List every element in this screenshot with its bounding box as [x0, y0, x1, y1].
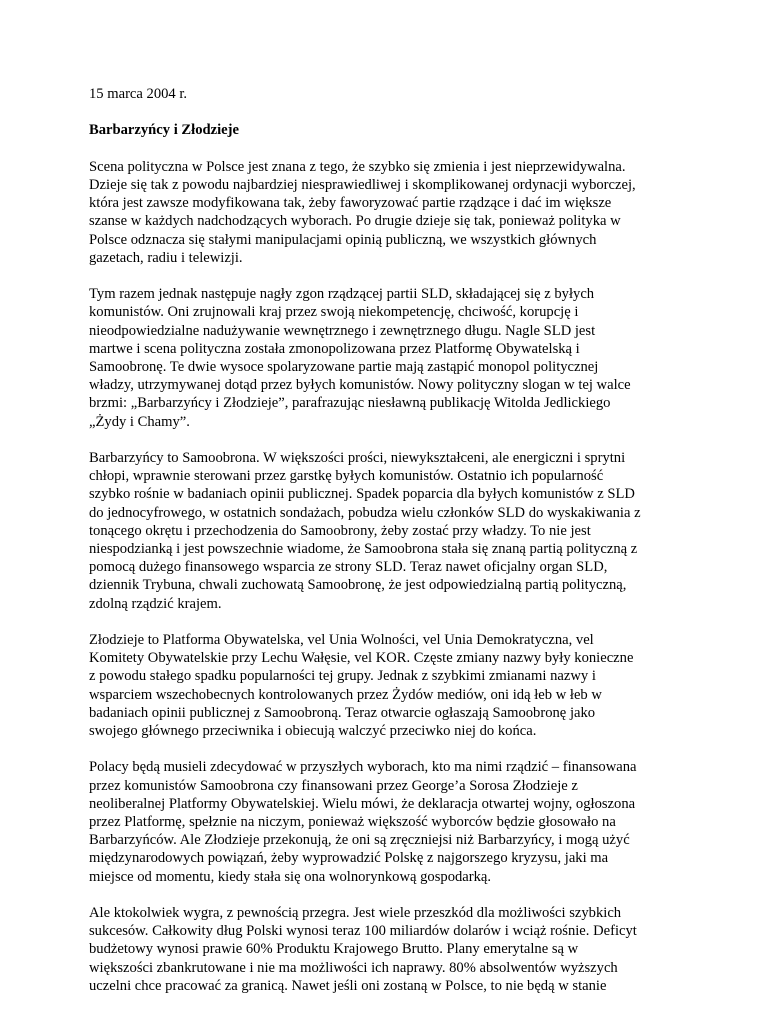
paragraph-6: Ale ktokolwiek wygra, z pewnością przegra. Jest wiele przeszkód dla możliwości szybkich sukcesów. Całkowity dług Polski wynosi teraz 100 miliardów dolarów i wciąż rośnie. Deficyt budżetowy wynosi prawie 60% Produktu Krajowego Brutto. Plany emerytalne są w większości zbankrutowane i nie ma możliwości ich naprawy. 80% absolwentów wyższych uczelni chce pracować za granicą. Nawet jeśli oni zostaną w Polsce, to nie będą w stanie [89, 905, 637, 994]
paragraph-4: Złodzieje to Platforma Obywatelska, vel Unia Wolności, vel Unia Demokratyczna, vel Komitety Obywatelskie przy Lechu Wałęsie, vel KOR. Częste zmiany nazwy były konieczne z powodu stałego spadku popularności tej grupy. Jednak z szybkimi zmianami nazwy i wsparciem wszechobecnych kontrolowanych przez Żydów mediów, oni idą łeb w łeb w badaniach opinii publicznej z Samoobroną. Teraz otwarcie ogłaszają Samoobronę jako swojego głównego przeciwnika i obiecują walczyć przeciwko niej do końca. [89, 632, 634, 740]
paragraph-2: Tym razem jednak następuje nagły zgon rządzącej partii SLD, składającej się z byłych komunistów. Oni zrujnowali kraj przez swoją niekompetencję, chciwość, korupcję i nieodpowiedzialne nadużywanie wewnętrznego i zewnętrznego długu. Nagle SLD jest martwe i scena polityczna została zmonopolizowana przez Platformę Obywatelską i Samoobronę. Te dwie wysoce spolaryzowane partie mają zastąpić monopol politycznej władzy, utrzymywanej dotąd przez byłych komunistów. Nowy polityczny slogan w tej walce brzmi: „Barbarzyńcy i Złodzieje”, parafrazując niesławną publikację Witolda Jedlickiego „Żydy i Chamy”. [89, 286, 631, 430]
document-page [89, 85, 685, 1013]
document-title: Barbarzyńcy i Złodzieje [89, 122, 239, 139]
paragraph-5: Polacy będą musieli zdecydować w przyszłych wyborach, kto ma nimi rządzić – finansowana przez komunistów Samoobrona czy finansowani przez George’a Sorosa Złodzieje z neoliberalnej Platformy Obywatelskiej. Wielu mówi, że deklaracja otwartej wojny, ogłoszona przez Platformę, spełznie na niczym, ponieważ większość wyborców będzie głosowało na Barbarzyńców. Ale Złodzieje przekonują, że oni są zręczniejsi niż Barbarzyńcy, i mogą użyć międzynarodowych powiązań, żeby wyprowadzić Polskę z najgorszego kryzysu, jaki ma miejsce od momentu, kiedy stała się ona wolnorynkową gospodarką. [89, 759, 637, 885]
document-date: 15 marca 2004 r. [89, 86, 188, 102]
paragraph-1: Scena polityczna w Polsce jest znana z tego, że szybko się zmienia i jest nieprzewidywalna. Dzieje się tak z powodu najbardziej niesprawiedliwej i skomplikowanej ordynacji wyborczej, która jest zawsze modyfikowana tak, żeby faworyzować partie rządzące i dać im większe szanse w każdych nadchodzących wyborach. Po drugie dzieje się tak, ponieważ polityka w Polsce odznacza się stałymi manipulacjami opinią publiczną, we wszystkich głównych gazetach, radiu i telewizji. [89, 158, 636, 266]
paragraph-3: Barbarzyńcy to Samoobrona. W większości prości, niewykształceni, ale energiczni i sprytni chłopi, wprawnie sterowani przez garstkę byłych komunistów. Ostatnio ich popularność szybko rośnie w badaniach opinii publicznej. Spadek poparcia dla byłych komunistów z SLD do jednocyfrowego, w ostatnich sondażach, pobudza wielu członków SLD do wyskakiwania z tonącego okrętu i przechodzenia do Samoobrony, żeby zostać przy władzy. To nie jest niespodzianką i jest powszechnie wiadome, że Samoobrona stała się znaną partią polityczną z pomocą dużego finansowego wsparcia ze strony SLD. Teraz nawet oficjalny organ SLD, dziennik Trybuna, chwali zuchowatą Samoobronę, że jest odpowiedzialną partią polityczną, zdolną rządzić krajem. [89, 450, 641, 612]
